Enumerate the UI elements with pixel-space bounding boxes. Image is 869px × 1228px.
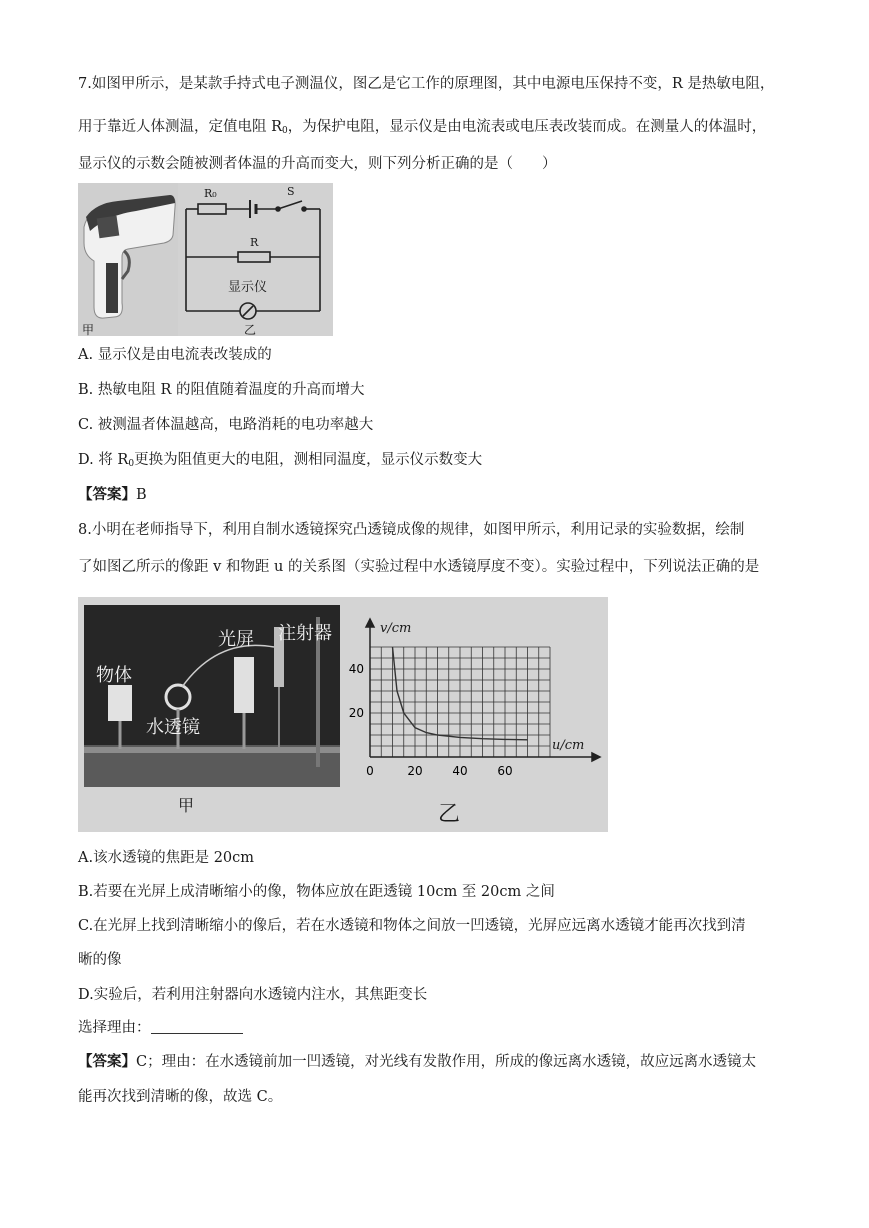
x-tick-label: 40	[452, 764, 468, 778]
q7-stem-line-2: 用于靠近人体测温，定值电阻 $R_0$，为保护电阻，显示仪是由电流表或电压表改装而成。在测量人的体温时，	[78, 119, 767, 136]
q7-stem-line-3: 显示仪的示数会随被测者体温的升高而变大，则下列分析正确的是（ ）	[78, 156, 557, 172]
q8-option-c-line-2: 晰的像	[78, 952, 122, 968]
image-distance-chart	[349, 619, 600, 778]
thermometer-gun-photo	[78, 183, 178, 336]
y-tick-label: 40	[348, 662, 364, 676]
q8-stem-line-1: 8.小明在老师指导下，利用自制水透镜探究凸透镜成像的规律，如图甲所示，利用记录的实验数据，绘制	[78, 522, 745, 538]
q8-option-a: A.该水透镜的焦距是 20cm	[78, 850, 255, 866]
circuit-diagram	[186, 200, 320, 319]
label-screen: 光屏	[218, 629, 254, 650]
q7-option-a: A. 显示仪是由电流表改装成的	[78, 347, 272, 363]
y-tick-label: 20	[348, 706, 364, 720]
q7-option-b: B. 热敏电阻 R 的阻值随着温度的升高而增大	[78, 382, 365, 398]
q8-answer-line-1: 【答案】C；理由：在水透镜前加一凹透镜，对光线有发散作用，所成的像远离水透镜，故应远离水透镜太	[78, 1053, 757, 1070]
q7-option-c: C. 被测温者体温越高，电路消耗的电功率越大	[78, 417, 374, 433]
label-R: R	[250, 236, 259, 249]
reason-blank[interactable]	[151, 1019, 243, 1034]
q8-option-d: D.实验后，若利用注射器向水透镜内注水，其焦距变长	[78, 987, 428, 1003]
q8-reason-label: 选择理由：	[78, 1018, 243, 1038]
q7-stem-line-1: 7.如图甲所示，是某款手持式电子测温仪，图乙是它工作的原理图，其中电源电压保持不变，R 是热敏电阻，	[78, 76, 775, 92]
q7-answer: 【答案】B	[78, 486, 147, 503]
x-tick-label: 0	[366, 764, 374, 778]
q8-answer-line-2: 能再次找到清晰的像，故选 C。	[78, 1089, 283, 1105]
q8-option-b: B.若要在光屏上成清晰缩小的像，物体应放在距透镜 10cm 至 20cm 之间	[78, 884, 555, 900]
label-syringe: 注射器	[278, 623, 332, 644]
label-R0: R₀	[204, 187, 217, 200]
label-jia: 甲	[82, 323, 95, 336]
q7-figure	[78, 183, 333, 336]
q8-stem-line-2: 了如图乙所示的像距 v 和物距 u 的关系图（实验过程中水透镜厚度不变）。实验过程中，下列说法正确的是	[78, 559, 760, 575]
label-yi: 乙	[244, 323, 257, 336]
label-yi: 乙	[438, 802, 461, 827]
x-tick-label: 20	[407, 764, 423, 778]
chart-x-axis-label: u/cm	[552, 738, 585, 753]
chart-y-axis-label: v/cm	[380, 621, 412, 636]
q7-option-d: D. 将 $R_0$更换为阻值更大的电阻，测相同温度，显示仪示数变大	[78, 452, 483, 469]
q8-figure	[78, 597, 608, 832]
x-tick-label: 60	[497, 764, 513, 778]
label-object: 物体	[96, 665, 132, 686]
label-jia: 甲	[178, 796, 195, 815]
q8-option-c-line-1: C.在光屏上找到清晰缩小的像后，若在水透镜和物体之间放一凹透镜，光屏应远离水透镜才能再次找到清	[78, 918, 746, 934]
label-S: S	[287, 185, 295, 198]
label-display-meter: 显示仪	[228, 280, 268, 295]
label-water-lens: 水透镜	[146, 717, 200, 738]
